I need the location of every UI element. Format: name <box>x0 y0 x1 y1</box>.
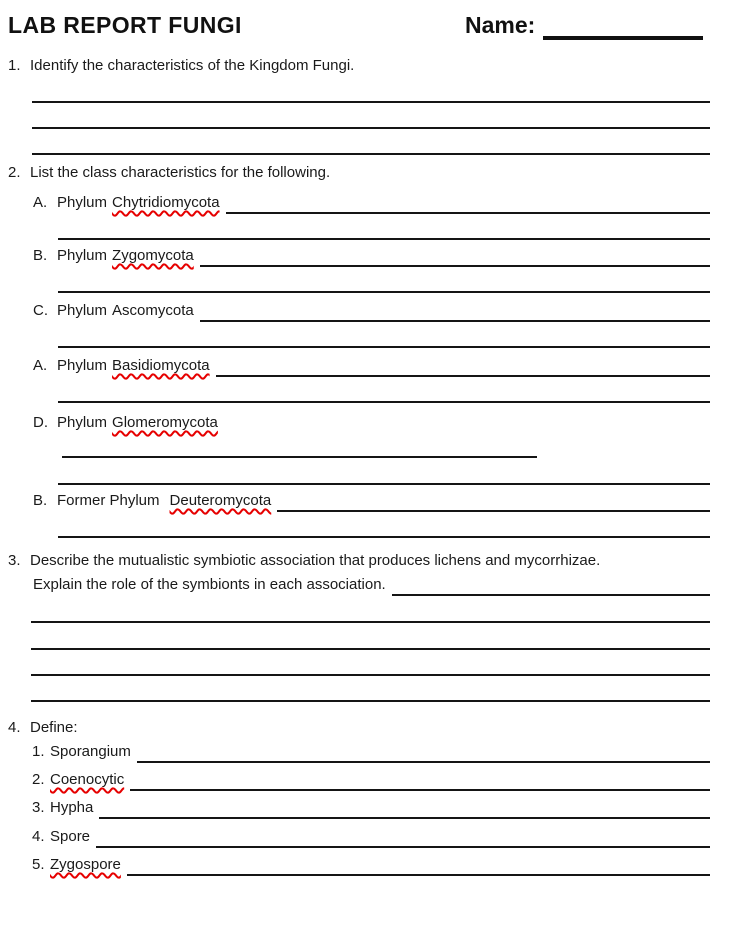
answer-line[interactable] <box>200 319 710 322</box>
header <box>8 10 710 40</box>
question-4-label: Define: <box>30 719 78 736</box>
item-term: Ascomycota <box>112 302 194 319</box>
item-letter: B. <box>33 247 48 264</box>
question-3-line2 <box>33 574 710 596</box>
phylum-item-zygomycota <box>33 245 710 267</box>
answer-line[interactable] <box>200 264 710 267</box>
answer-line[interactable] <box>130 788 710 791</box>
item-prefix: Phylum <box>57 194 108 211</box>
item-term-misspelled: Chytridiomycota <box>112 194 220 211</box>
define-term-misspelled: Coenocytic <box>50 771 125 788</box>
answer-line[interactable] <box>226 211 710 214</box>
item-number: 1. <box>32 743 45 760</box>
page-title: LAB REPORT FUNGI <box>8 12 242 38</box>
name-blank-line[interactable] <box>543 34 703 40</box>
question-2-text: List the class characteristics for the following. <box>30 164 331 181</box>
item-letter: A. <box>33 357 48 374</box>
answer-line[interactable] <box>58 512 710 538</box>
question-1 <box>8 56 710 76</box>
answer-line[interactable] <box>137 760 710 763</box>
item-number: 3. <box>32 799 45 816</box>
define-term-misspelled: Zygospore <box>50 856 121 873</box>
item-prefix: Phylum <box>57 414 108 431</box>
question-3-text-continued: Explain the role of the symbionts in each association. <box>33 576 386 593</box>
define-item-hypha <box>32 797 710 819</box>
answer-line[interactable] <box>96 845 710 848</box>
answer-line[interactable] <box>58 214 710 240</box>
answer-line[interactable] <box>32 129 710 155</box>
question-2 <box>8 163 710 183</box>
answer-line[interactable] <box>58 322 710 348</box>
phylum-item-basidiomycota <box>33 355 710 377</box>
item-term-misspelled: Deuteromycota <box>169 492 272 509</box>
item-term-misspelled: Zygomycota <box>112 247 194 264</box>
question-3-text: Describe the mutualistic symbiotic association that produces lichens and mycorrhizae. <box>30 552 601 569</box>
answer-line[interactable] <box>99 816 710 819</box>
phylum-item-chytridiomycota <box>33 192 710 214</box>
item-number: 4. <box>32 828 45 845</box>
question-3 <box>8 551 710 571</box>
question-4-number: 4. <box>8 719 21 736</box>
define-term: Hypha <box>50 799 94 816</box>
name-label: Name: <box>465 12 536 38</box>
phylum-item-glomeromycota <box>33 412 710 434</box>
item-term-misspelled: Basidiomycota <box>112 357 210 374</box>
answer-line[interactable] <box>58 458 710 485</box>
define-item-spore <box>32 826 710 848</box>
answer-line[interactable] <box>32 103 710 129</box>
item-number: 5. <box>32 856 45 873</box>
question-4 <box>8 718 710 738</box>
question-1-text: Identify the characteristics of the Kingdom Fungi. <box>30 57 355 74</box>
answer-line[interactable] <box>58 267 710 293</box>
define-term: Sporangium <box>50 743 131 760</box>
item-letter: D. <box>33 414 48 431</box>
question-1-number: 1. <box>8 57 21 74</box>
define-item-zygospore <box>32 854 710 876</box>
question-2-number: 2. <box>8 164 21 181</box>
item-term-misspelled: Glomeromycota <box>112 414 218 431</box>
define-term: Spore <box>50 828 91 845</box>
item-prefix: Former Phylum <box>57 492 160 509</box>
name-field <box>465 10 703 40</box>
answer-line[interactable] <box>32 76 710 103</box>
item-letter: C. <box>33 302 48 319</box>
answer-line[interactable] <box>58 377 710 403</box>
answer-line[interactable] <box>62 434 537 458</box>
phylum-item-ascomycota <box>33 300 710 322</box>
answer-line[interactable] <box>392 593 710 596</box>
define-item-coenocytic <box>32 769 710 791</box>
item-letter: A. <box>33 194 48 211</box>
answer-line[interactable] <box>31 623 710 650</box>
answer-line[interactable] <box>127 873 710 876</box>
answer-line[interactable] <box>31 676 710 702</box>
item-prefix: Phylum <box>57 302 108 319</box>
item-letter: B. <box>33 492 48 509</box>
item-prefix: Phylum <box>57 357 108 374</box>
question-3-number: 3. <box>8 552 21 569</box>
answer-line[interactable] <box>31 650 710 676</box>
phylum-item-deuteromycota <box>33 490 710 512</box>
item-number: 2. <box>32 771 45 788</box>
answer-line[interactable] <box>216 374 710 377</box>
define-item-sporangium <box>32 741 710 763</box>
answer-line[interactable] <box>31 596 710 623</box>
answer-line[interactable] <box>277 509 710 512</box>
item-prefix: Phylum <box>57 247 108 264</box>
